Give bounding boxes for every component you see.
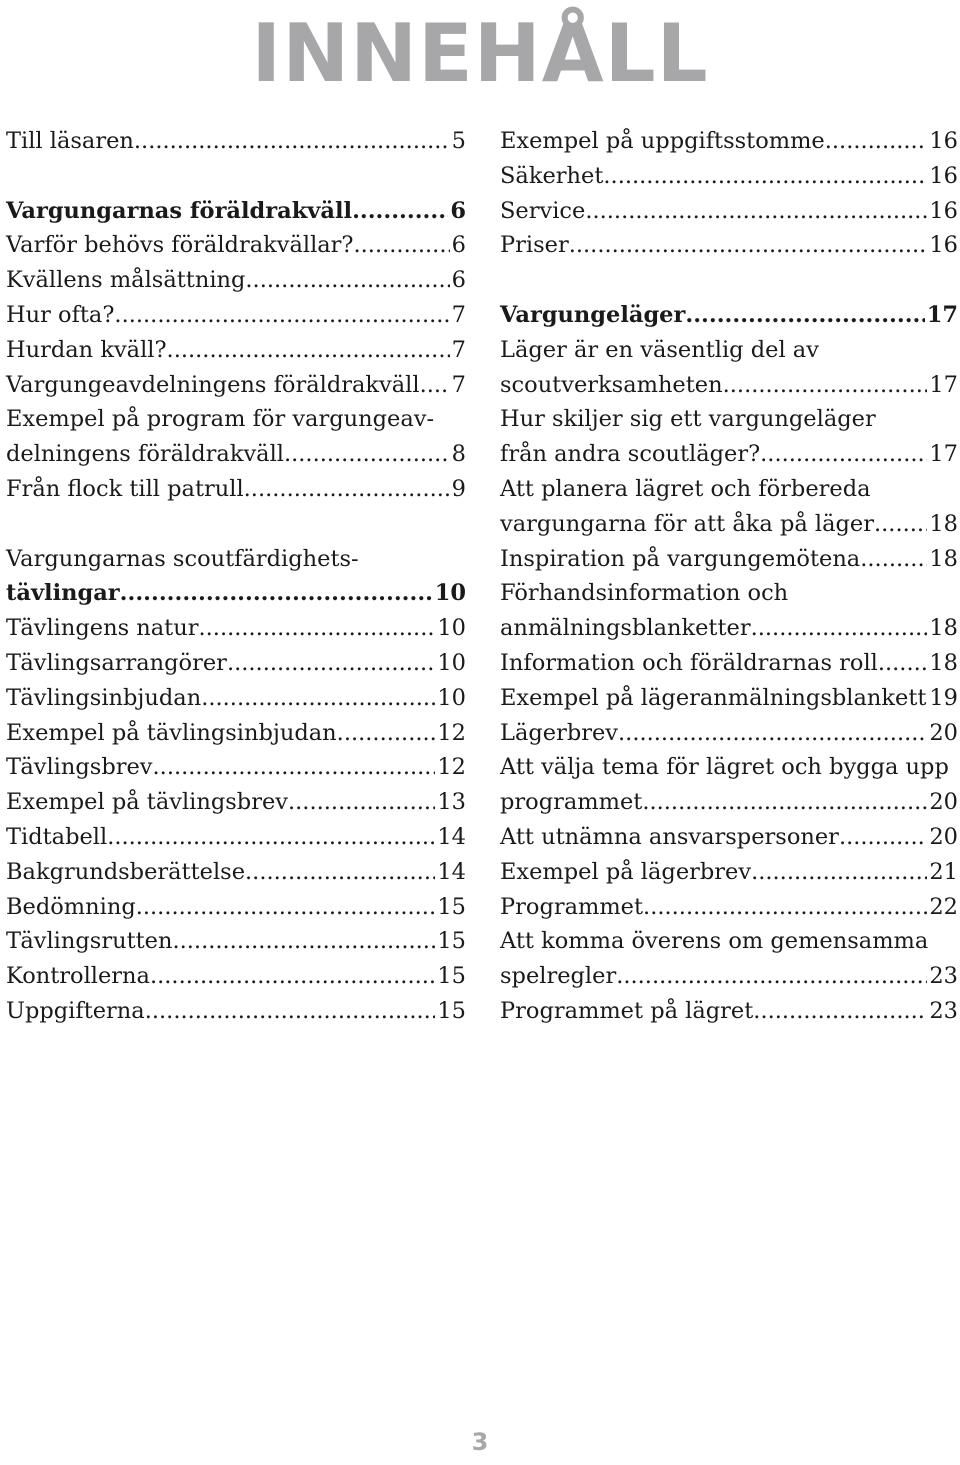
toc-entry[interactable] (500, 437, 958, 472)
toc-page-number: 12 (437, 754, 466, 781)
toc-page-number: 6 (450, 197, 466, 224)
toc-page-number: 8 (451, 441, 466, 468)
toc-dot-leader (569, 228, 928, 263)
toc-entry[interactable] (6, 855, 466, 890)
toc-page-number: 10 (437, 684, 466, 711)
toc-dot-leader (172, 924, 435, 959)
toc-entry-title: Uppgifterna (6, 997, 145, 1024)
toc-page-number: 14 (437, 823, 466, 850)
toc-entry[interactable] (6, 785, 466, 820)
toc-entry-title: Information och föräldrarnas roll (500, 649, 878, 676)
toc-entry-title: tävlingar (6, 580, 120, 607)
toc-entry[interactable] (500, 507, 958, 542)
toc-entry[interactable] (500, 298, 958, 333)
toc-page-number: 7 (451, 301, 466, 328)
toc-entry[interactable] (500, 611, 958, 646)
toc-entry-title: Tävlingsrutten (6, 928, 173, 955)
toc-dot-leader (642, 785, 927, 820)
toc-page-number: 15 (437, 997, 466, 1024)
toc-right-column (500, 124, 958, 1029)
toc-entry-title: Exempel på lägeranmälningsblankett (500, 684, 927, 711)
toc-entry[interactable] (500, 994, 958, 1029)
toc-dot-leader (284, 437, 450, 472)
toc-entry-title: Hur skiljer sig ett vargungeläger (500, 406, 876, 433)
toc-page-number: 6 (451, 267, 466, 294)
toc-entry[interactable] (6, 959, 466, 994)
toc-entry[interactable] (6, 402, 466, 437)
toc-entry-title: Service (500, 197, 586, 224)
toc-entry[interactable] (6, 716, 466, 751)
toc-page-number: 13 (437, 789, 466, 816)
toc-entry[interactable] (500, 959, 958, 994)
toc-entry[interactable] (500, 542, 958, 577)
toc-entry-title: Vargungarnas föräldrakväll (6, 197, 353, 224)
toc-dot-leader (585, 194, 927, 229)
toc-page-number: 15 (437, 928, 466, 955)
toc-entry[interactable] (500, 402, 958, 437)
toc-entry[interactable] (6, 124, 466, 159)
page-title: INNEHÅLL (251, 7, 709, 100)
toc-entry[interactable] (500, 820, 958, 855)
toc-entry-title: Tidtabell (6, 823, 108, 850)
toc-entry[interactable] (6, 576, 466, 611)
toc-dot-leader (153, 750, 436, 785)
toc-dot-leader (201, 681, 435, 716)
toc-dot-leader (751, 855, 927, 890)
toc-entry-title: Exempel på lägerbrev (500, 858, 752, 885)
toc-entry-title: Lägerbrev (500, 719, 619, 746)
toc-entry[interactable] (500, 124, 958, 159)
toc-entry[interactable] (6, 437, 466, 472)
toc-page-number: 20 (929, 823, 958, 850)
toc-dot-leader (198, 611, 435, 646)
toc-page-number: 7 (451, 336, 466, 363)
toc-page-number: 21 (929, 858, 958, 885)
toc-dot-leader (134, 124, 450, 159)
toc-page-number: 12 (437, 719, 466, 746)
toc-entry-title: Vargungarnas scoutfärdighets- (6, 545, 359, 572)
toc-page-number: 17 (926, 301, 958, 328)
toc-dot-leader (751, 611, 928, 646)
toc-entry-title: Att välja tema för lägret och bygga upp (500, 754, 949, 781)
toc-entry[interactable] (6, 890, 466, 925)
toc-dot-leader (874, 507, 927, 542)
toc-entry-title: Till läsaren (6, 128, 134, 154)
toc-entry[interactable] (6, 611, 466, 646)
toc-entry-title: anmälningsblanketter (500, 615, 751, 642)
toc-page-number: 16 (929, 232, 958, 259)
toc-dot-leader (685, 298, 924, 333)
toc-entry-title: Varför behövs föräldrakvällar? (6, 232, 354, 259)
toc-entry-title: Programmet på lägret (500, 997, 754, 1024)
toc-entry-title: från andra scoutläger? (500, 441, 761, 468)
toc-dot-leader (244, 472, 450, 507)
toc-entry[interactable] (500, 194, 958, 229)
toc-entry[interactable] (500, 681, 958, 716)
toc-entry-title: Tävlingsinbjudan (6, 684, 202, 711)
toc-entry-title: Exempel på uppgiftsstomme (500, 128, 825, 154)
toc-dot-leader (860, 542, 927, 577)
toc-entry[interactable] (500, 890, 958, 925)
toc-entry-title: delningens föräldrakväll (6, 441, 284, 468)
toc-entry-title: Exempel på tävlingsinbjudan (6, 719, 337, 746)
toc-entry-title: Kvällens målsättning (6, 267, 246, 294)
toc-dot-leader (145, 994, 436, 1029)
toc-entry-title: Läger är en väsentlig del av (500, 336, 819, 363)
toc-page-number: 23 (929, 963, 958, 990)
toc-dot-leader (354, 228, 450, 263)
toc-left-column (6, 124, 466, 1029)
toc-entry[interactable] (6, 298, 466, 333)
toc-page-number: 9 (451, 475, 466, 502)
toc-dot-leader (723, 368, 928, 403)
toc-entry-title: scoutverksamheten (500, 371, 723, 398)
toc-entry[interactable] (500, 785, 958, 820)
toc-entry[interactable] (6, 228, 466, 263)
toc-page-number: 14 (437, 858, 466, 885)
toc-entry[interactable] (6, 542, 466, 577)
toc-dot-leader (107, 820, 435, 855)
toc-dot-leader (420, 368, 450, 403)
toc-entry[interactable] (500, 716, 958, 751)
toc-entry-title: spelregler (500, 963, 617, 990)
toc-page-number: 19 (929, 684, 958, 711)
toc-entry[interactable] (6, 263, 466, 298)
toc-entry[interactable] (6, 681, 466, 716)
toc-entry-title: Säkerhet (500, 162, 604, 189)
toc-entry[interactable] (500, 924, 958, 959)
page-number: 3 (471, 1428, 489, 1456)
toc-entry-title: Tävlingsbrev (6, 754, 153, 781)
toc-entry-title: Att planera lägret och förbereda (500, 475, 871, 502)
toc-page-number: 18 (929, 545, 958, 572)
toc-page-number: 16 (929, 162, 958, 189)
toc-entry[interactable] (6, 750, 466, 785)
toc-page-number: 10 (434, 580, 466, 607)
toc-dot-leader (839, 820, 927, 855)
toc-entry[interactable] (500, 750, 958, 785)
toc-entry-title: Programmet (500, 893, 644, 920)
toc-dot-leader (753, 994, 927, 1029)
toc-entry[interactable] (6, 924, 466, 959)
toc-entry[interactable] (500, 368, 958, 403)
toc-entry[interactable] (500, 228, 958, 263)
toc-page-number: 18 (929, 649, 958, 676)
toc-dot-leader (245, 263, 449, 298)
toc-page-number: 22 (929, 893, 958, 920)
toc-entry[interactable] (6, 333, 466, 368)
toc-page-number: 5 (451, 128, 466, 154)
toc-page-number: 16 (929, 197, 958, 224)
toc-dot-leader (760, 437, 927, 472)
toc-entry-title: Bakgrundsberättelse (6, 858, 246, 885)
toc-entry-title: Vargungeavdelningens föräldrakväll (6, 371, 420, 398)
toc-dot-leader (618, 716, 927, 751)
toc-entry-title: Bedömning (6, 893, 136, 920)
toc-page-number: 7 (451, 371, 466, 398)
toc-page-number: 18 (929, 615, 958, 642)
toc-dot-leader (227, 646, 435, 681)
toc-page-number: 10 (437, 615, 466, 642)
toc-entry[interactable] (500, 646, 958, 681)
toc-page-number: 23 (929, 997, 958, 1024)
toc-page-number: 6 (451, 232, 466, 259)
toc-dot-leader (825, 124, 928, 159)
toc-entry-title: Vargungeläger (500, 301, 686, 328)
toc-entry[interactable] (500, 472, 958, 507)
toc-entry[interactable] (6, 194, 466, 229)
toc-dot-leader (643, 890, 927, 925)
toc-page-number: 10 (437, 649, 466, 676)
toc-page-number: 17 (929, 441, 958, 468)
toc-dot-leader (120, 576, 433, 611)
toc-entry-title: Kontrollerna (6, 963, 150, 990)
toc-dot-leader (114, 298, 449, 333)
toc-dot-leader (878, 646, 928, 681)
toc-entry-title: Från flock till patrull (6, 475, 244, 502)
toc-dot-leader (288, 785, 435, 820)
toc-entry-title: Inspiration på vargungemötena (500, 545, 861, 572)
toc-page-number: 20 (929, 789, 958, 816)
toc-dot-leader (245, 855, 435, 890)
toc-entry[interactable] (500, 333, 958, 368)
toc-entry-title: Förhandsinformation och (500, 580, 789, 607)
toc-page-number: 16 (929, 128, 958, 154)
toc-entry[interactable] (6, 472, 466, 507)
toc-entry-title: programmet (500, 789, 643, 816)
toc-entry-title: Tävlingsarrangörer (6, 649, 227, 676)
toc-dot-leader (167, 333, 450, 368)
toc-page-number: 17 (929, 371, 958, 398)
toc-dot-leader (352, 194, 448, 229)
toc-page-number: 20 (929, 719, 958, 746)
toc-entry[interactable] (6, 368, 466, 403)
toc-page-number: 18 (929, 510, 958, 537)
toc-page-number: 15 (437, 893, 466, 920)
toc-dot-leader (616, 959, 927, 994)
toc-entry-title: vargungarna för att åka på läger (500, 510, 874, 537)
toc-entry-title: Att utnämna ansvarspersoner (500, 823, 839, 850)
toc-entry-title: Exempel på tävlingsbrev (6, 789, 288, 816)
toc-entry[interactable] (500, 855, 958, 890)
toc-entry[interactable] (500, 159, 958, 194)
toc-dot-leader (150, 959, 435, 994)
toc-entry[interactable] (6, 820, 466, 855)
toc-entry-title: Exempel på program för vargungeav- (6, 406, 435, 433)
toc-dot-leader (337, 716, 436, 751)
toc-entry[interactable] (6, 646, 466, 681)
toc-entry-title: Hurdan kväll? (6, 336, 167, 363)
toc-entry-title: Hur ofta? (6, 301, 115, 328)
toc-entry[interactable] (6, 994, 466, 1029)
toc-entry[interactable] (500, 576, 958, 611)
toc-entry-title: Att komma överens om gemensamma (500, 928, 929, 955)
toc-entry-title: Tävlingens natur (6, 615, 199, 642)
toc-page-number: 15 (437, 963, 466, 990)
toc-entry-title: Priser (500, 232, 569, 259)
toc-dot-leader (603, 159, 927, 194)
toc-dot-leader (136, 890, 436, 925)
